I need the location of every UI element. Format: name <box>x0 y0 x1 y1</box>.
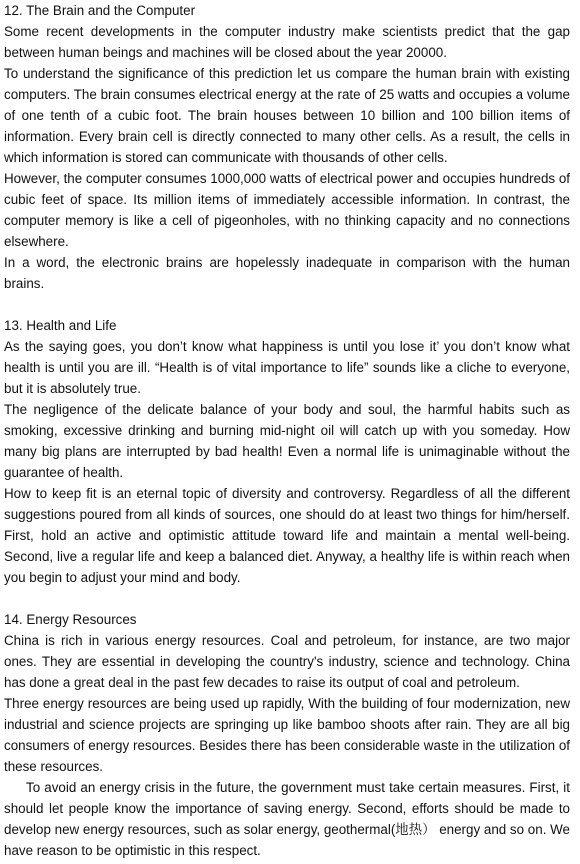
section-title: 12. The Brain and the Computer <box>4 3 196 18</box>
section-title: 14. Energy Resources <box>4 612 137 627</box>
paragraph: As the saying goes, you don’t know what happiness is until you lose it’ you don’t know what health is until you are ill. “Health is of vital importance to life” sounds like a cliche to everyone, but it is absolutely true. <box>4 339 570 396</box>
section-brain-and-computer <box>4 0 570 294</box>
paragraph: China is rich in various energy resources. Coal and petroleum, for instance, are two major ones. They are essential in developing the country's industry, science and technology. China has done a great deal in the past few decades to raise its output of coal and petroleum. <box>4 633 570 690</box>
section-energy-resources <box>4 609 570 861</box>
section-health-and-life <box>4 315 570 588</box>
paragraph: However, the computer consumes 1000,000 watts of electrical power and occupies hundreds of cubic feet of space. Its million items of immediately accessible information. In contrast, the computer memory is like a cell of pigeonholes, with no thinking capacity and no connections elsewhere. <box>4 171 570 249</box>
paragraph: In a word, the electronic brains are hopelessly inadequate in comparison with the human brains. <box>4 255 570 291</box>
paragraph: To avoid an energy crisis in the future, the government must take certain measures. First, it should let people know the importance of saving energy. Second, efforts should be made to develop new energy resources, such as solar energy, geothermal(地热） energy and so on. We have reason to be optimistic in this respect. <box>4 780 570 858</box>
paragraph: Three energy resources are being used up rapidly, With the building of four modernization, new industrial and science projects are springing up like bamboo shoots after rain. They are all big consumers of energy resources. Besides there has been considerable waste in the utilization of these resources. <box>4 696 570 774</box>
paragraph: How to keep fit is an eternal topic of diversity and controversy. Regardless of all the different suggestions poured from all kinds of sources, one should do at least two things for him/herself. First, hold an active and optimistic attitude toward life and maintain a mental well-being. Second, live a regular life and keep a balanced diet. Anyway, a healthy life is within reach when you begin to adjust your mind and body. <box>4 486 570 585</box>
paragraph: To understand the significance of this prediction let us compare the human brain with existing computers. The brain consumes electrical energy at the rate of 25 watts and occupies a volume of one tenth of a cubic foot. The brain houses between 10 billion and 100 billion items of information. Every brain cell is directly connected to many other cells. As a result, the cells in which information is stored can communicate with thousands of other cells. <box>4 66 570 165</box>
document-body <box>4 0 570 861</box>
section-spacer <box>4 294 570 315</box>
paragraph: The negligence of the delicate balance of your body and soul, the harmful habits such as smoking, excessive drinking and burning mid-night oil will catch up with you someday. How many big plans are interrupted by bad health! Even a normal life is unimaginable without the guarantee of health. <box>4 402 570 480</box>
section-spacer <box>4 588 570 609</box>
section-title: 13. Health and Life <box>4 318 117 333</box>
paragraph: Some recent developments in the computer industry make scientists predict that the gap between human beings and machines will be closed about the year 20000. <box>4 24 570 60</box>
